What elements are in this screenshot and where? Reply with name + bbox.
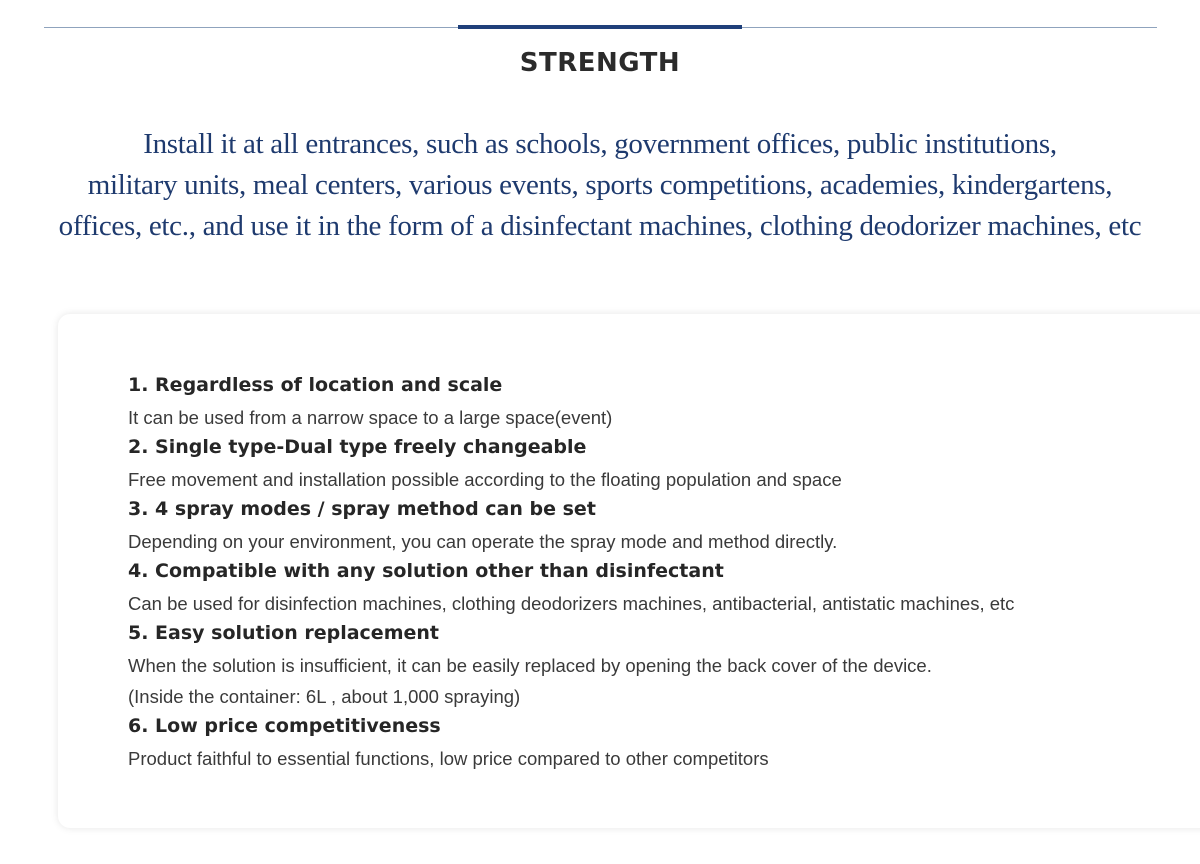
feature-description: Free movement and installation possible according to the floating population and space <box>128 469 842 490</box>
feature-description: (Inside the container: 6L , about 1,000 spraying) <box>128 686 521 707</box>
intro-line: Install it at all entrances, such as schools, government offices, public institutions, <box>143 128 1057 160</box>
feature-title: 2. Single type-Dual type freely changeable <box>128 436 587 458</box>
feature-description: Depending on your environment, you can operate the spray mode and method directly. <box>128 531 838 552</box>
feature-description: Product faithful to essential functions, low price compared to other competitors <box>128 748 769 769</box>
feature-title: 1. Regardless of location and scale <box>128 374 503 396</box>
feature-item <box>128 433 1178 495</box>
feature-item <box>128 557 1178 619</box>
feature-description: Can be used for disinfection machines, clothing deodorizers machines, antibacterial, antistatic machines, etc <box>128 593 1015 614</box>
feature-item <box>128 371 1178 433</box>
feature-title: 6. Low price competitiveness <box>128 715 441 737</box>
feature-title: 5. Easy solution replacement <box>128 622 439 644</box>
feature-description: When the solution is insufficient, it can be easily replaced by opening the back cover of the device. <box>128 655 932 676</box>
intro-line: military units, meal centers, various events, sports competitions, academies, kindergartens, <box>87 169 1113 201</box>
feature-item <box>128 712 1178 774</box>
section-divider-accent <box>458 25 742 29</box>
feature-item <box>128 495 1178 557</box>
feature-list <box>128 371 1178 774</box>
intro-line: offices, etc., and use it in the form of a disinfectant machines, clothing deodorizer machines, etc <box>58 210 1142 242</box>
feature-item <box>128 619 1178 712</box>
section-title: STRENGTH <box>519 48 681 78</box>
feature-description: It can be used from a narrow space to a large space(event) <box>128 407 613 428</box>
feature-title: 3. 4 spray modes / spray method can be set <box>128 498 596 520</box>
intro-paragraph <box>40 124 1160 247</box>
feature-title: 4. Compatible with any solution other than disinfectant <box>128 560 724 582</box>
